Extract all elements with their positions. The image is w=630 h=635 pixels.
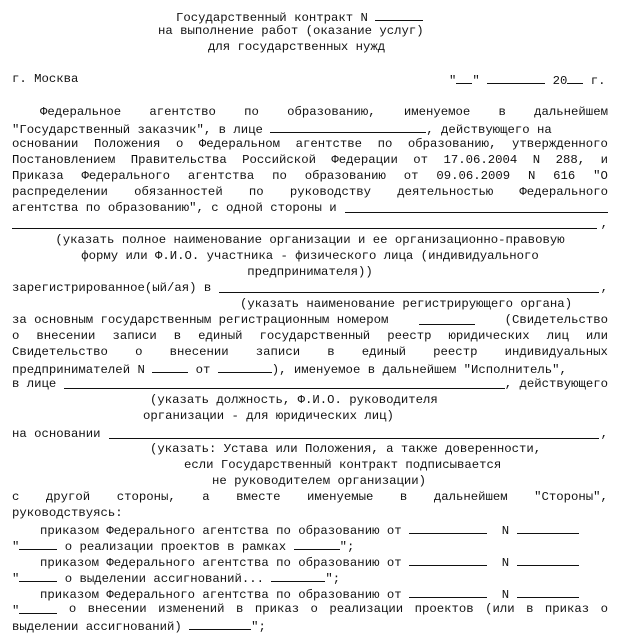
order1-number-blank[interactable] <box>517 521 579 534</box>
month-blank[interactable] <box>487 71 545 84</box>
note-registrar: (указать наименование регистрирующего органа) <box>240 297 573 311</box>
order3-change-blank[interactable] <box>189 617 251 630</box>
note-position-1: (указать должность, Ф.И.О. руководителя <box>150 393 438 407</box>
order1-line2: " о реализации проектов в рамках "; <box>12 537 354 553</box>
order3-line3: выделении ассигнований) "; <box>12 617 266 633</box>
order3-number-blank[interactable] <box>517 585 579 598</box>
contract-number-blank[interactable] <box>375 8 423 21</box>
basis-blank[interactable] <box>109 426 599 439</box>
year-blank[interactable] <box>567 71 583 84</box>
note-org-name-2: форму или Ф.И.О. участника - физического лица (индивидуального <box>81 249 539 263</box>
contractor-name-blank-2[interactable] <box>12 216 597 229</box>
para1-line8: , <box>12 216 608 232</box>
note-org-name-3: предпринимателя)) <box>247 265 373 279</box>
order2-line1: приказом Федерального агентства по образованию от N <box>40 553 579 569</box>
order2-date-blank[interactable] <box>409 553 487 566</box>
guided-by: руководствуясь: <box>12 506 123 520</box>
order2-allocation-blank[interactable] <box>271 569 325 582</box>
order2-number-blank[interactable] <box>517 553 579 566</box>
para1-line3: основании Положения о Федеральном агентстве по образованию, утвержденного <box>12 137 608 151</box>
order3-line2: " о внесении изменений в приказ о реализации проектов (или в приказ о <box>12 602 608 618</box>
para1-line5: Приказа Федерального агентства по образованию от 09.06.2009 N 616 "О <box>12 169 608 183</box>
customer-rep-blank[interactable] <box>270 120 426 133</box>
para1-line2: "Государственный заказчик", в лице , действующего на <box>12 120 552 136</box>
order3-line1: приказом Федерального агентства по образованию от N <box>40 585 579 601</box>
contract-subtitle: на выполнение работ (оказание услуг) <box>158 24 424 38</box>
registry-line-2: о внесении записи в единый государственный реестр юридических лиц или <box>12 329 608 343</box>
order3-title-blank[interactable] <box>19 601 57 614</box>
parties-line: с другой стороны, а вместе именуемые в дальнейшем "Стороны", <box>12 490 608 504</box>
order3-date-blank[interactable] <box>409 585 487 598</box>
note-basis-3: не руководителем организации) <box>212 474 427 488</box>
date-line: " " 20 г. <box>449 71 605 87</box>
contract-subtitle-2: для государственных нужд <box>208 40 386 54</box>
contract-title: Государственный контракт N <box>176 11 368 25</box>
contractor-rep-line: в лице , действующего <box>12 377 608 391</box>
para1-line1: Федеральное агентство по образованию, именуемое в дальнейшем <box>40 105 608 119</box>
registry-line-3: Свидетельство о внесении записи в единый реестр индивидуальных <box>12 345 608 359</box>
order2-line2: " о выделении ассигнований... "; <box>12 569 340 585</box>
contractor-rep-blank[interactable] <box>64 376 504 389</box>
order2-title-blank[interactable] <box>19 569 57 582</box>
contractor-name-blank[interactable] <box>345 200 608 213</box>
note-basis-1: (указать: Устава или Положения, а также доверенности, <box>150 442 542 456</box>
order1-line1: приказом Федерального агентства по образованию от N <box>40 521 579 537</box>
certificate-date-blank[interactable] <box>218 360 272 373</box>
day-blank[interactable] <box>456 71 472 84</box>
para1-line7: агентства по образованию", с одной стороны и <box>12 200 608 216</box>
order1-date-blank[interactable] <box>409 521 487 534</box>
basis-line: на основании , <box>12 427 608 441</box>
note-position-2: организации - для юридических лиц) <box>143 409 394 423</box>
order1-project-blank[interactable] <box>294 537 340 550</box>
order1-title-blank[interactable] <box>19 537 57 550</box>
ogrn-blank[interactable] <box>419 312 475 325</box>
certificate-number-blank[interactable] <box>152 360 188 373</box>
note-org-name-1: (указать полное наименование организации и ее организационно-правовую <box>55 233 565 247</box>
city: г. Москва <box>12 72 79 86</box>
para1-line4: Постановлением Правительства Российской Федерации от 17.06.2004 N 288, и <box>12 153 608 167</box>
note-basis-2: если Государственный контракт подписывается <box>184 458 502 472</box>
para1-line6: распределении обязанностей по руководству деятельностью Федерального <box>12 185 608 199</box>
registrar-blank[interactable] <box>219 280 598 293</box>
contract-title-line <box>176 8 423 24</box>
registered-line: зарегистрированное(ый/ая) в , <box>12 281 608 295</box>
registry-line-4: предпринимателей N от ), именуемое в дальнейшем "Исполнитель", <box>12 360 567 376</box>
ogrn-line: за основным государственным регистрационным номером (Свидетельство <box>12 313 608 327</box>
